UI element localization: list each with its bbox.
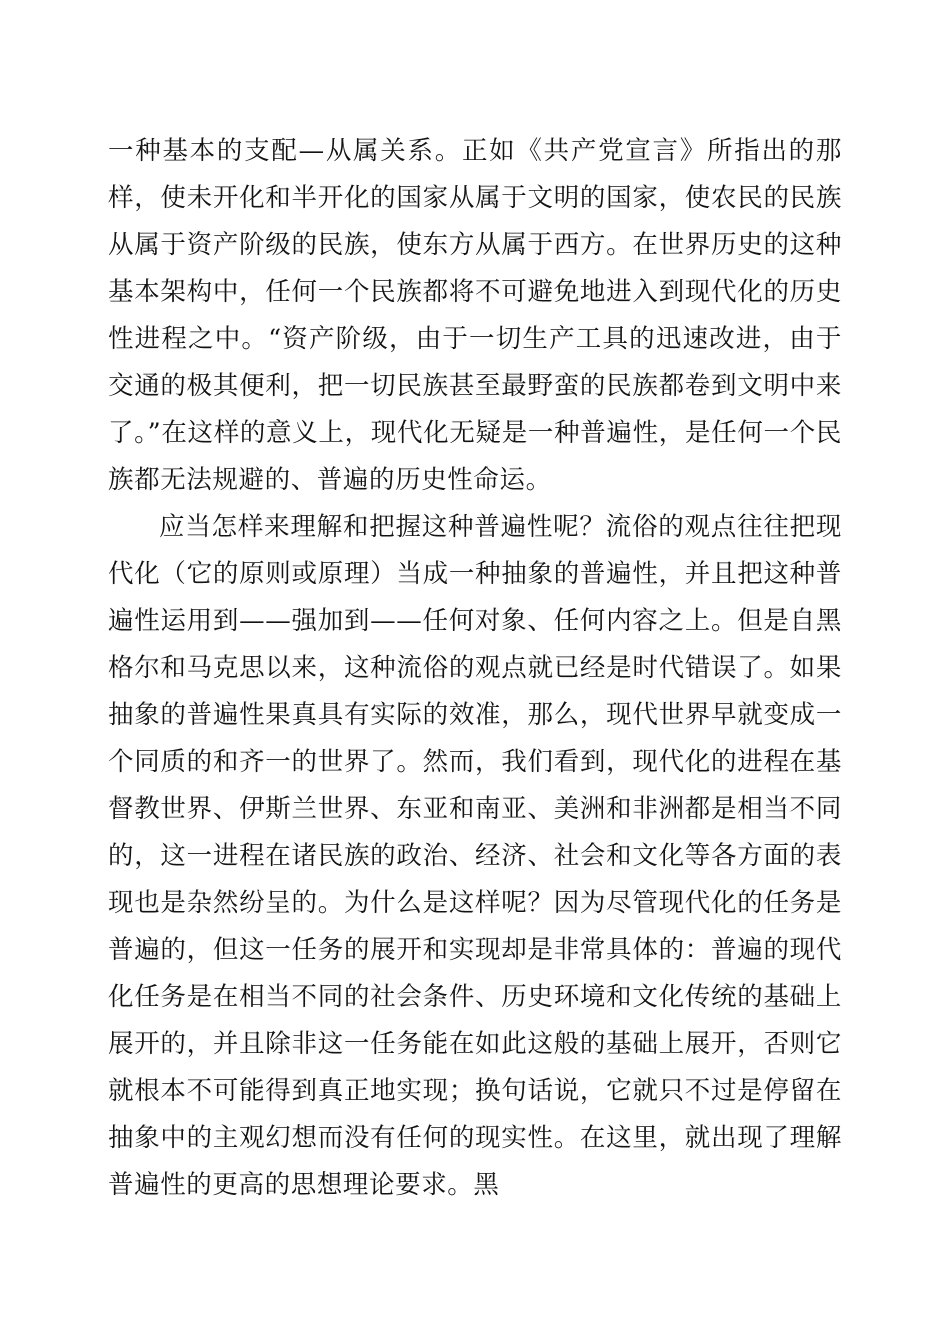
paragraph-1: 一种基本的支配—从属关系。正如《共产党宣言》所指出的那样，使未开化和半开化的国家从属于文明的国家，使农民的民族从属于资产阶级的民族，使东方从属于西方。在世界历史的这种基本架构中，任何一个民族都将不可避免地进入到现代化的历史性进程之中。“资产阶级，由于一切生产工具的迅速改进，由于交通的极其便利，把一切民族甚至最野蛮的民族都卷到文明中来了。”在这样的意义上，现代化无疑是一种普遍性，是任何一个民族都无法规避的、普遍的历史性命运。: [108, 136, 842, 495]
paragraph-2: 应当怎样来理解和把握这种普遍性呢？流俗的观点往往把现代化（它的原则或原理）当成一种抽象的普遍性，并且把这种普遍性运用到——强加到——任何对象、任何内容之上。但是自黑格尔和马克思以来，这种流俗的观点就已经是时代错误了。如果抽象的普遍性果真具有实际的效准，那么，现代世界早就变成一个同质的和齐一的世界了。然而，我们看到，现代化的进程在基督教世界、伊斯兰世界、东亚和南亚、美洲和非洲都是相当不同的，这一进程在诸民族的政治、经济、社会和文化等各方面的表现也是杂然纷呈的。为什么是这样呢？因为尽管现代化的任务是普遍的，但这一任务的展开和实现却是非常具体的：普遍的现代化任务是在相当不同的社会条件、历史环境和文化传统的基础上展开的，并且除非这一任务能在如此这般的基础上展开，否则它就根本不可能得到真正地实现；换句话说，它就只不过是停留在抽象中的主观幻想而没有任何的现实性。在这里，就出现了理解普遍性的更高的思想理论要求。黑: [108, 512, 842, 1200]
document-body: [108, 128, 842, 1209]
